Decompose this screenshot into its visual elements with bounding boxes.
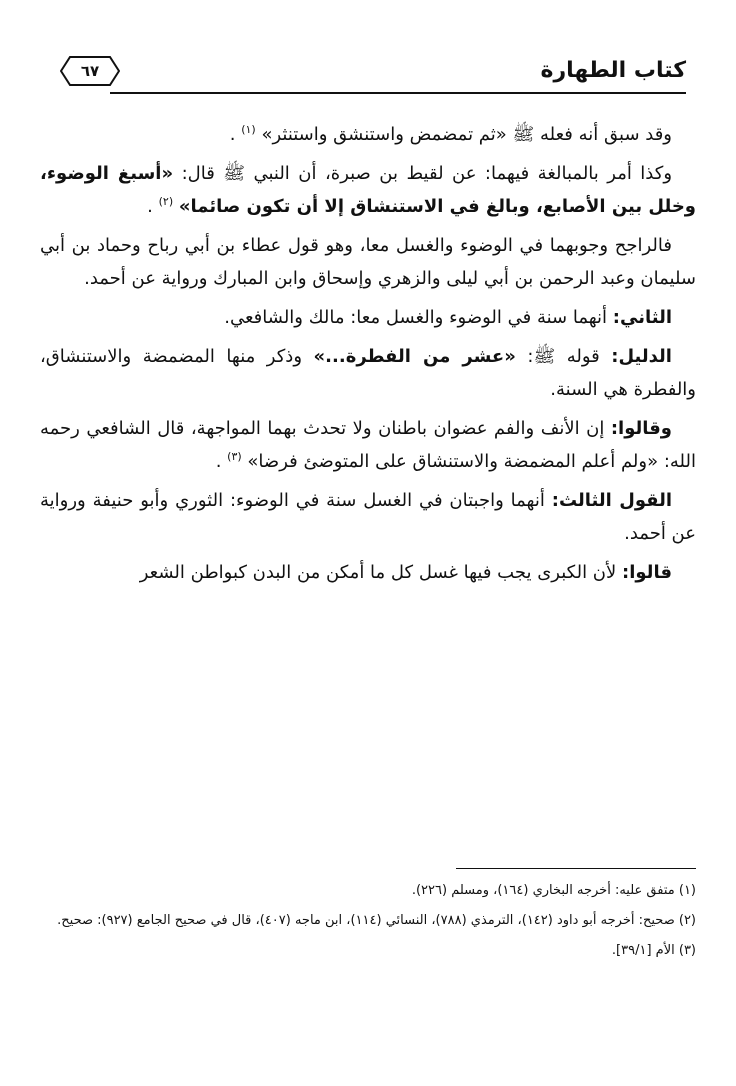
paragraph-7-text: أنهما واجبتان في الغسل سنة في الوضوء: الثوري وأبو حنيفة ورواية عن أحمد. [40,490,696,544]
paragraph-5-end: وذكر منها المضمضة والاستنشاق، والفطرة هي السنة. [40,346,696,400]
paragraph-6-end: . [215,451,222,472]
hadith-quote-2: «عشر من الفطرة...» [313,346,516,367]
paragraph-2 [40,157,696,223]
paragraph-5 [40,340,696,406]
page-number: ٦٧ [80,62,100,80]
paragraph-7-label: القول الثالث: [551,490,672,511]
paragraph-6-text: إن الأنف والفم عضوان باطنان ولا تحدث بهما المواجهة، قال الشافعي رحمه الله: «ولم أعلم المضمضة والاستنشاق على المتوضئ فرضا» [40,418,696,472]
paragraph-5-text: قوله ﷺ: [527,346,600,367]
paragraph-3-text: فالراجح وجوبهما في الوضوء والغسل معا، وهو قول عطاء بن أبي رباح وحماد بن أبي سليمان وعبد الرحمن بن أبي ليلى والزهري وإسحاق وابن المبارك ورواية عن أحمد. [40,235,696,289]
footnotes [40,878,696,968]
paragraph-2-end: . [147,196,153,217]
footnote-ref-1: (١) [241,123,256,136]
page-number-badge [60,56,120,86]
footnote-2: (٢) صحيح: أخرجه أبو داود (١٤٢)، الترمذي (٧٨٨)، النسائي (١١٤)، ابن ماجه (٤٠٧)، قال في صحيح الجامع (٩٢٧): صحيح. [57,913,696,928]
hadith-quote-1: «أسبغ الوضوء، وخلل بين الأصابع، وبالغ في الاستنشاق إلا أن تكون صائما» [40,163,696,217]
paragraph-4-label: الثاني: [612,307,672,328]
footnote-3: (٣) الأم [٣٩/١]. [611,943,696,958]
paragraph-8-text: لأن الكبرى يجب فيها غسل كل ما أمكن من البدن كبواطن الشعر [139,562,617,583]
paragraph-1-end: . [229,124,236,145]
paragraph-4-text: أنهما سنة في الوضوء والغسل معا: مالك والشافعي. [224,307,608,328]
paragraph-6-label: وقالوا: [610,418,672,439]
paragraph-2-text: وكذا أمر بالمبالغة فيهما: عن لقيط بن صبرة، أن النبي ﷺ قال: [181,163,673,184]
main-text [40,118,696,595]
paragraph-7 [40,484,696,550]
paragraph-8 [40,556,696,589]
paragraph-8-label: قالوا: [622,562,672,583]
footnote-1: (١) متفق عليه: أخرجه البخاري (١٦٤)، ومسلم (٢٢٦). [411,883,696,898]
page-header [60,52,686,96]
footnote-divider [456,868,696,869]
paragraph-5-label: الدليل: [611,346,672,367]
paragraph-3 [40,229,696,295]
footnote-ref-2: (٢) [158,195,174,208]
paragraph-4 [40,301,696,334]
paragraph-6 [40,412,696,478]
header-divider [110,92,686,94]
chapter-title: كتاب الطهارة [540,58,686,83]
paragraph-1 [40,118,696,151]
paragraph-1-text: وقد سبق أنه فعله ﷺ «ثم تمضمض واستنشق واستنثر» [261,124,672,145]
footnote-ref-3: (٣) [227,450,242,463]
